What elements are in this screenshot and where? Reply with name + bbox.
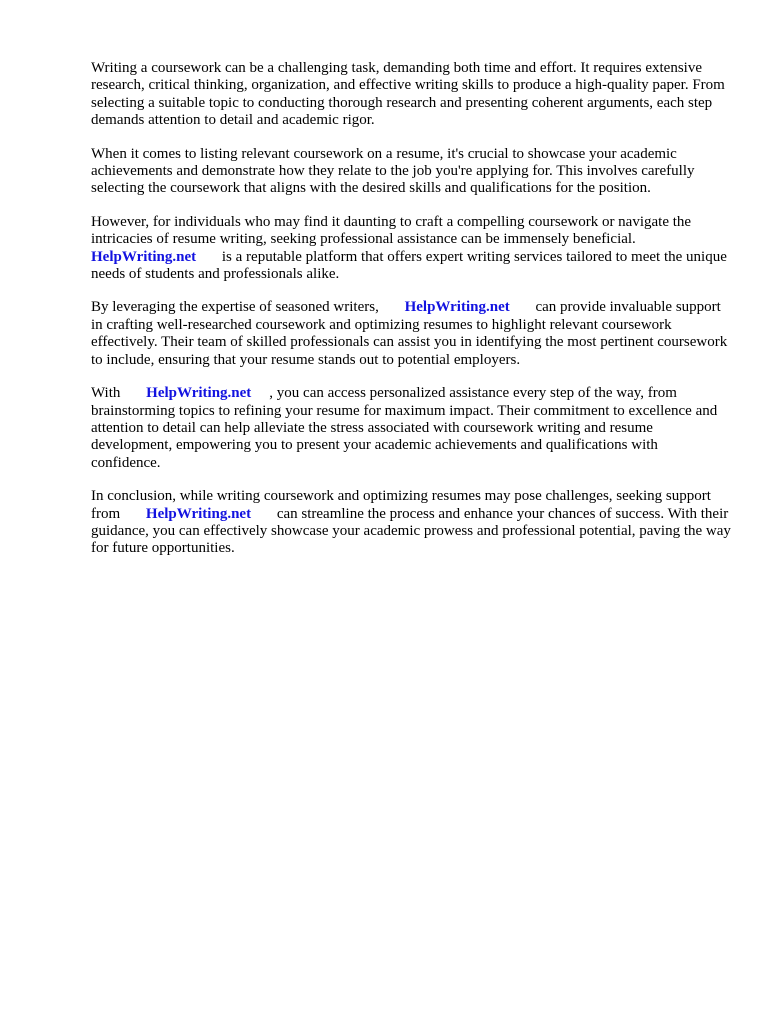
paragraph-assistance <box>91 214 731 284</box>
paragraph-conclusion-text-before: In conclusion, while writing coursework and optimizing resumes may pose challenges, seeking support from <box>91 488 711 522</box>
helpwriting-link-1[interactable]: HelpWriting.net <box>91 248 197 265</box>
document-body <box>91 60 731 574</box>
helpwriting-link-3[interactable]: HelpWriting.net <box>146 385 252 402</box>
paragraph-resume-coursework-text: When it comes to listing relevant coursework on a resume, it's crucial to showcase your academic achievements and demonstrate how they relate to the job you're applying for. This involves carefully selecting the coursework that aligns with the desired skills and qualifications for the position. <box>91 145 695 197</box>
paragraph-assistance-text-after: is a reputable platform that offers expert writing services tailored to meet the unique needs of students and professionals alike. <box>91 248 727 283</box>
paragraph-conclusion <box>91 488 731 558</box>
paragraph-personalized <box>91 385 731 472</box>
helpwriting-link-4[interactable]: HelpWriting.net <box>145 505 252 522</box>
paragraph-personalized-text-before: With <box>91 385 121 402</box>
helpwriting-link-2[interactable]: HelpWriting.net <box>404 299 510 316</box>
paragraph-expertise-text-before: By leveraging the expertise of seasoned writers, <box>91 299 379 316</box>
paragraph-intro <box>91 60 731 130</box>
paragraph-expertise-text-after: can provide invaluable support in crafting well-researched coursework and optimizing resumes to highlight relevant coursework effectively. Their team of skilled professionals can assist you in identifying the most pertinent coursework to include, ensuring that your resume stands out to potential employers. <box>91 299 728 368</box>
paragraph-assistance-text-before: However, for individuals who may find it daunting to craft a compelling coursework or navigate the intricacies of resume writing, seeking professional assistance can be immensely beneficial. <box>91 213 692 248</box>
paragraph-expertise <box>91 299 731 369</box>
paragraph-conclusion-text-after: can streamline the process and enhance your chances of success. With their guidance, you can effectively showcase your academic prowess and professional potential, paving the way for future opportunities. <box>91 505 731 557</box>
paragraph-personalized-text-after: , you can access personalized assistance every step of the way, from brainstorming topics to refining your resume for maximum impact. Their commitment to excellence and attention to detail can help alleviate the stress associated with coursework writing and resume development, empowering you to present your academic achievements and qualifications with confidence. <box>91 385 718 471</box>
paragraph-resume-coursework <box>91 146 731 198</box>
paragraph-intro-text: Writing a coursework can be a challenging task, demanding both time and effort. It requires extensive research, critical thinking, organization, and effective writing skills to produce a high-quality paper. From selecting a suitable topic to conducting thorough research and presenting coherent arguments, each step demands attention to detail and academic rigor. <box>91 60 725 129</box>
